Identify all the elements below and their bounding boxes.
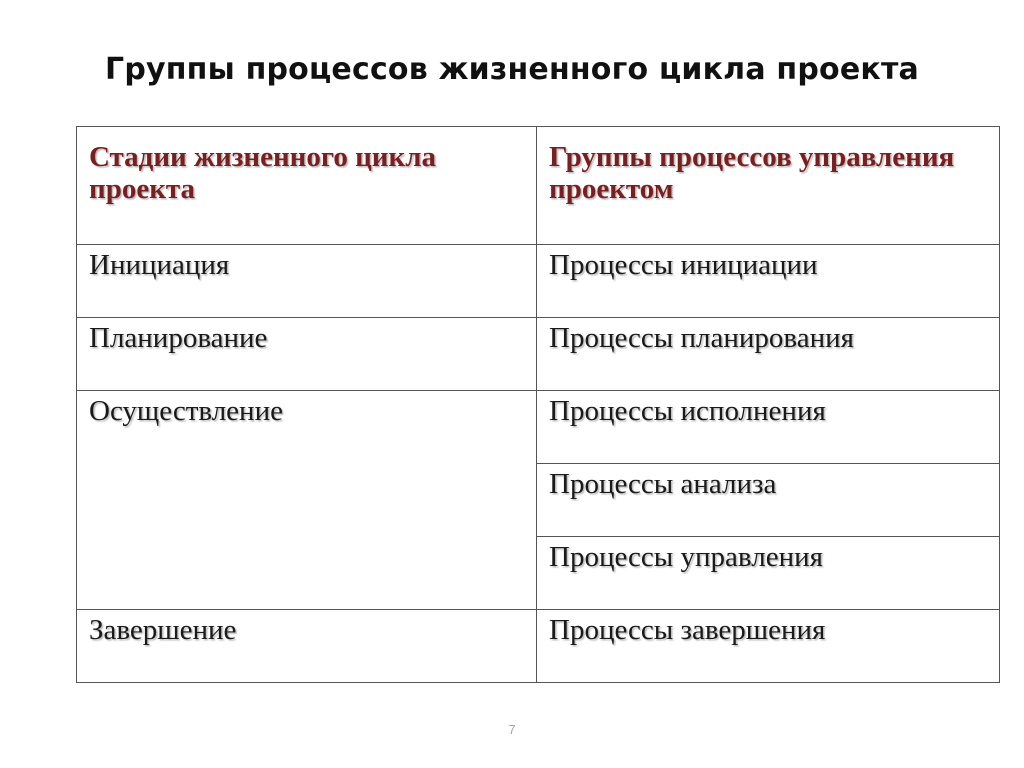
page-number: 7 [508, 722, 516, 737]
header-group: Группы процессов управления проектом [537, 127, 1000, 245]
header-stage: Стадии жизненного цикла проекта [77, 127, 537, 245]
lifecycle-table [76, 126, 1000, 683]
table-row [77, 318, 1000, 391]
group-cell: Процессы управления [537, 537, 1000, 610]
table-header-row [77, 127, 1000, 245]
group-cell: Процессы анализа [537, 464, 1000, 537]
stage-cell: Планирование [77, 318, 537, 391]
group-cell: Процессы планирования [537, 318, 1000, 391]
table-row [77, 391, 1000, 464]
table-row [77, 245, 1000, 318]
stage-cell: Завершение [77, 610, 537, 683]
group-cell: Процессы исполнения [537, 391, 1000, 464]
stage-cell: Осуществление [77, 391, 537, 610]
table-row [77, 610, 1000, 683]
group-cell: Процессы завершения [537, 610, 1000, 683]
stage-cell: Инициация [77, 245, 537, 318]
slide-title: Группы процессов жизненного цикла проекта [105, 52, 919, 87]
group-cell: Процессы инициации [537, 245, 1000, 318]
